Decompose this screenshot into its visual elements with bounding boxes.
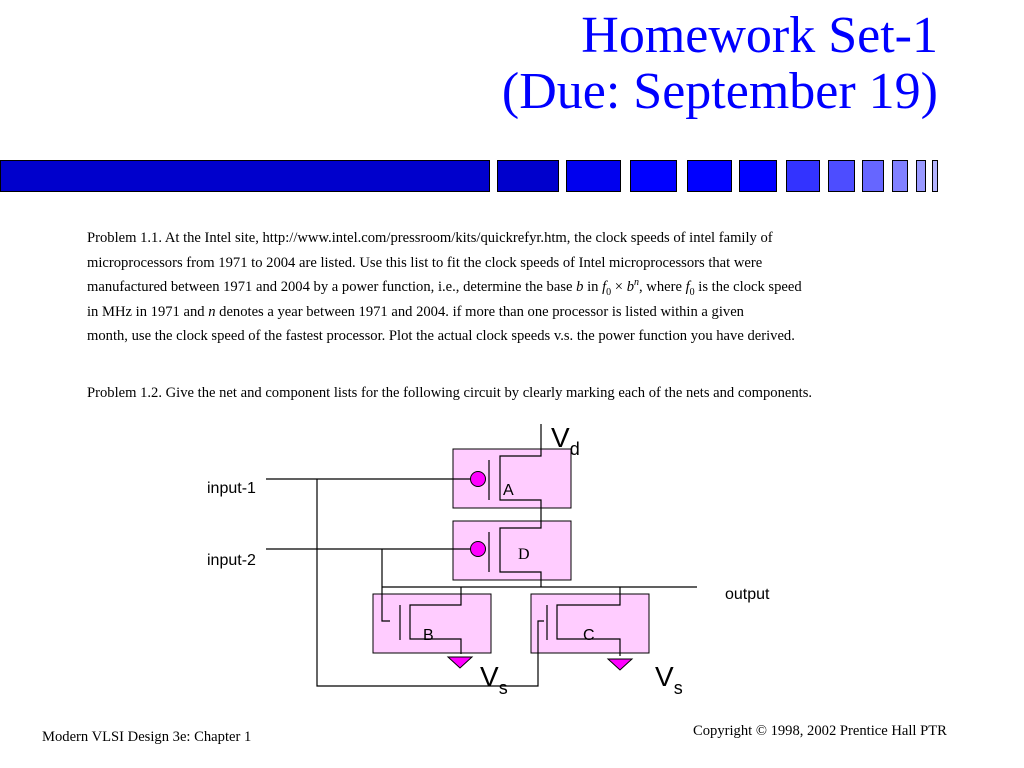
component-label-b: B (423, 627, 434, 644)
ground-icon (448, 657, 472, 668)
math-operator: × (611, 279, 627, 295)
problem-1-1-line: microprocessors from 1971 to 2004 are listed. Use this list to fit the clock speeds of Intel microprocessors that were (87, 254, 763, 271)
title-line-1: Homework Set-1 (581, 7, 938, 64)
text-run: manufactured between 1971 and 2004 by a power function, i.e., determine the base (87, 279, 577, 295)
text-run: , where (638, 279, 686, 295)
input-1-to-c-wire (317, 479, 544, 686)
footer-course-title: Modern VLSI Design 3e: Chapter 1 (42, 729, 252, 745)
component-label-a: A (503, 482, 514, 499)
text-run: in MHz in 1971 and (87, 303, 209, 320)
ground-icon (608, 659, 632, 670)
text-run: in (583, 279, 603, 295)
text-run: is the clock speed (694, 279, 802, 295)
vss-label: $V_s$ (655, 661, 683, 698)
vdd-label: $V_d$ (551, 422, 580, 459)
math-subscript: 0 (689, 286, 695, 298)
text-run: denotes a year between 1971 and 2004. if more than one processor is listed within a given (215, 303, 744, 320)
output-label: output (725, 586, 770, 603)
problem-1-1-line: Problem 1.1. At the Intel site, http://www.intel.com/pressroom/kits/quickrefyr.htm, the clock speeds of intel family of (87, 230, 773, 246)
math-var: f (602, 279, 607, 295)
input-2-label: input-2 (207, 552, 256, 569)
math-superscript: n (633, 277, 639, 289)
problem-1-1-line: month, use the clock speed of the fastest processor. Plot the actual clock speeds v.s. the power function you have derived. (87, 328, 795, 344)
math-var: n (208, 303, 216, 320)
title-line-2: (Due: September 19) (501, 63, 938, 120)
math-var: f (685, 279, 690, 295)
pmos-bubble-d (471, 542, 486, 557)
component-box-c (531, 594, 649, 653)
input-1-label: input-1 (207, 480, 256, 497)
math-var: b (626, 279, 634, 295)
footer-copyright: Copyright © 1998, 2002 Prentice Hall PTR (693, 723, 947, 739)
component-label-c: C (583, 627, 595, 644)
component-label-d: D (518, 546, 530, 563)
math-subscript: 0 (606, 286, 612, 298)
math-var: b (576, 279, 584, 295)
component-box-b (373, 594, 491, 653)
pmos-bubble-a (471, 472, 486, 487)
vss-label: $V_s$ (480, 661, 508, 698)
problem-1-2: Problem 1.2. Give the net and component lists for the following circuit by clearly marking each of the nets and components. (87, 385, 813, 401)
